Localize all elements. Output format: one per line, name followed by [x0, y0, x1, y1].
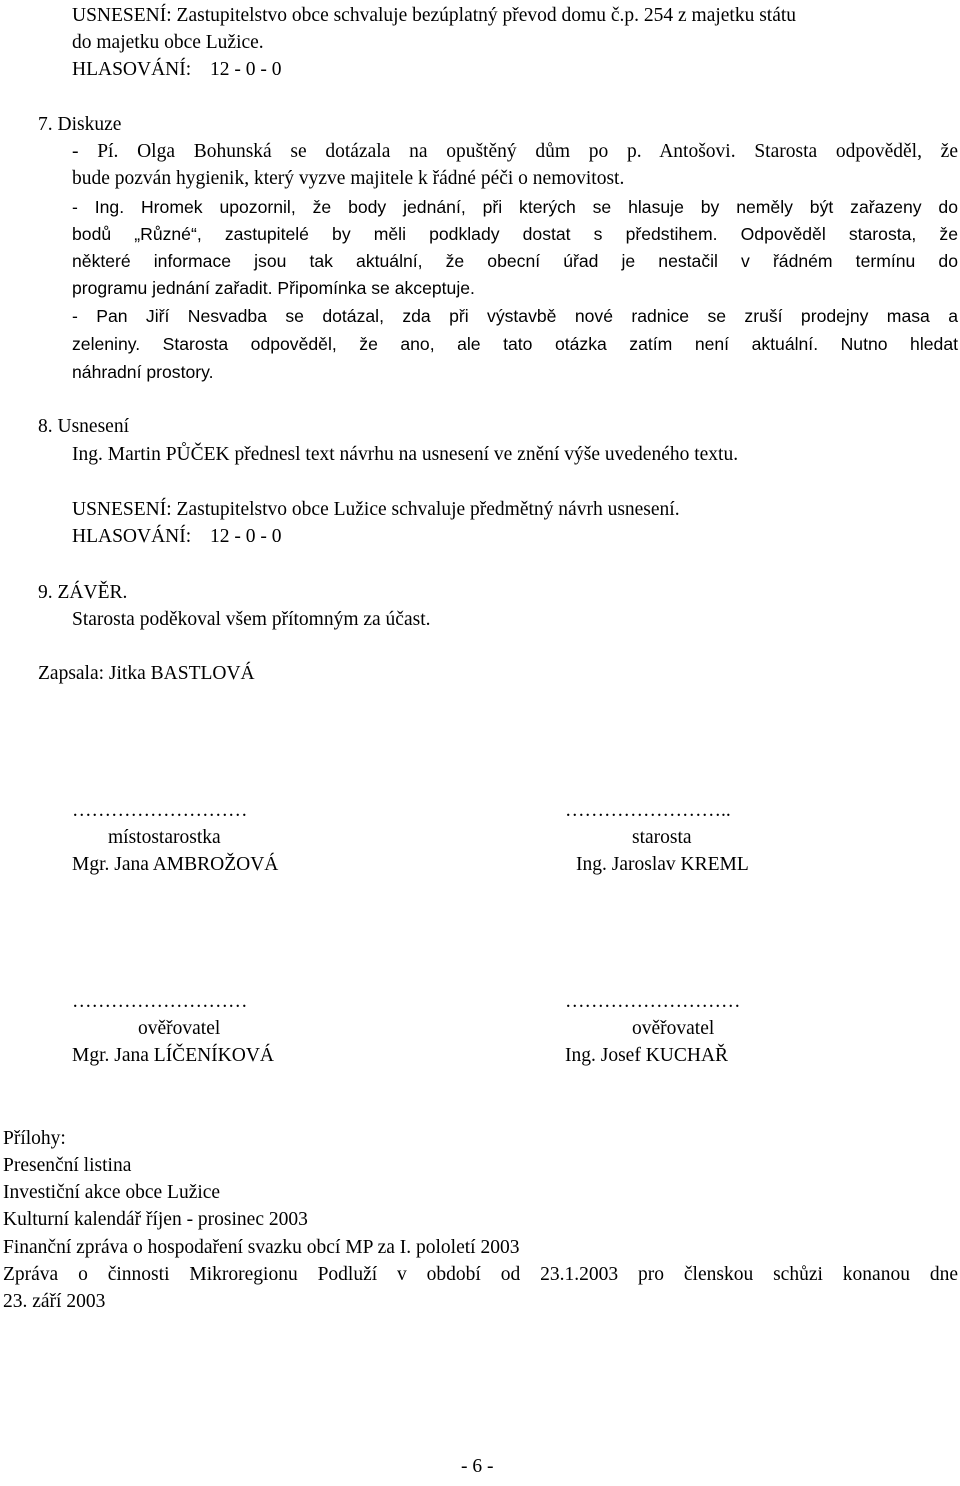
vote-line — [72, 523, 282, 550]
attachment-item: Kulturní kalendář říjen - prosinec 2003 — [3, 1209, 308, 1230]
resolution-line-2: do majetku obce Lužice. — [72, 32, 264, 53]
discussion-line: bude pozván hygienik, který vyzve majitele k řádné péči o nemovitost. — [72, 168, 625, 189]
attachment-item: 23. září 2003 — [3, 1291, 106, 1312]
discussion-line: některé informace jsou tak aktuální, že obecní úřad je nestačil v řádném termínu do — [72, 251, 958, 271]
signature-name: Mgr. Jana AMBROŽOVÁ — [72, 854, 279, 875]
section-7-heading: 7. Diskuze — [38, 114, 122, 135]
signature-dots: ……………………… — [72, 800, 248, 821]
attachments-heading: Přílohy: — [3, 1128, 66, 1149]
discussion-line: - Pí. Olga Bohunská se dotázala na opuštěný dům po p. Antošovi. Starosta odpověděl, že — [72, 141, 958, 162]
vote-value: 12 - 0 - 0 — [210, 526, 282, 547]
attachment-item: Finanční zpráva o hospodaření svazku obcí MP za I. pololetí 2003 — [3, 1237, 520, 1258]
attachment-item: Investiční akce obce Lužice — [3, 1182, 221, 1203]
discussion-line: - Pan Jiří Nesvadba se dotázal, zda při výstavbě nové radnice se zruší prodejny masa a — [72, 306, 958, 326]
signature-dots: ……………………… — [72, 991, 248, 1012]
signature-dots: ……………………… — [565, 991, 741, 1012]
vote-label: HLASOVÁNÍ: — [72, 59, 192, 80]
attachment-item: Zpráva o činnosti Mikroregionu Podluží v období od 23.1.2003 pro členskou schůzi konanou dne — [3, 1264, 958, 1285]
resolution-line: USNESENÍ: Zastupitelstvo obce Lužice schvaluje předmětný návrh usnesení. — [72, 499, 680, 520]
discussion-line: zeleniny. Starosta odpověděl, že ano, ale tato otázka zatím není aktuální. Nutno hledat — [72, 334, 958, 354]
signature-name: Ing. Jaroslav KREML — [576, 854, 749, 875]
signature-role: místostarostka — [108, 827, 221, 848]
page-number: - 6 - — [461, 1456, 494, 1477]
discussion-line: - Ing. Hromek upozornil, že body jednání, při kterých se hlasuje by neměly být zařazeny do — [72, 197, 958, 217]
signature-role: ověřovatel — [632, 1018, 715, 1039]
signature-name: Mgr. Jana LÍČENÍKOVÁ — [72, 1045, 275, 1066]
section-8-line: Ing. Martin PŮČEK přednesl text návrhu na usnesení ve znění výše uvedeného textu. — [72, 444, 739, 465]
signature-role: ověřovatel — [138, 1018, 221, 1039]
signature-role: starosta — [632, 827, 692, 848]
recorder: Zapsala: Jitka BASTLOVÁ — [38, 663, 255, 684]
signature-name: Ing. Josef KUCHAŘ — [565, 1045, 729, 1066]
section-9-heading: 9. ZÁVĚR. — [38, 582, 128, 603]
resolution-line-1: USNESENÍ: Zastupitelstvo obce schvaluje bezúplatný převod domu č.p. 254 z majetku státu — [72, 5, 797, 26]
section-8-heading: 8. Usnesení — [38, 416, 129, 437]
section-9-line: Starosta poděkoval všem přítomným za účast. — [72, 609, 431, 630]
vote-line — [72, 56, 282, 83]
vote-value: 12 - 0 - 0 — [210, 59, 282, 80]
vote-label: HLASOVÁNÍ: — [72, 526, 192, 547]
discussion-line: náhradní prostory. — [72, 362, 214, 382]
discussion-line: bodů „Různé“, zastupitelé by měli podklady dostat s předstihem. Odpověděl starosta, že — [72, 224, 958, 244]
signature-dots: …………………….. — [565, 800, 731, 821]
attachment-item: Presenční listina — [3, 1155, 132, 1176]
discussion-line: programu jednání zařadit. Připomínka se akceptuje. — [72, 278, 475, 298]
